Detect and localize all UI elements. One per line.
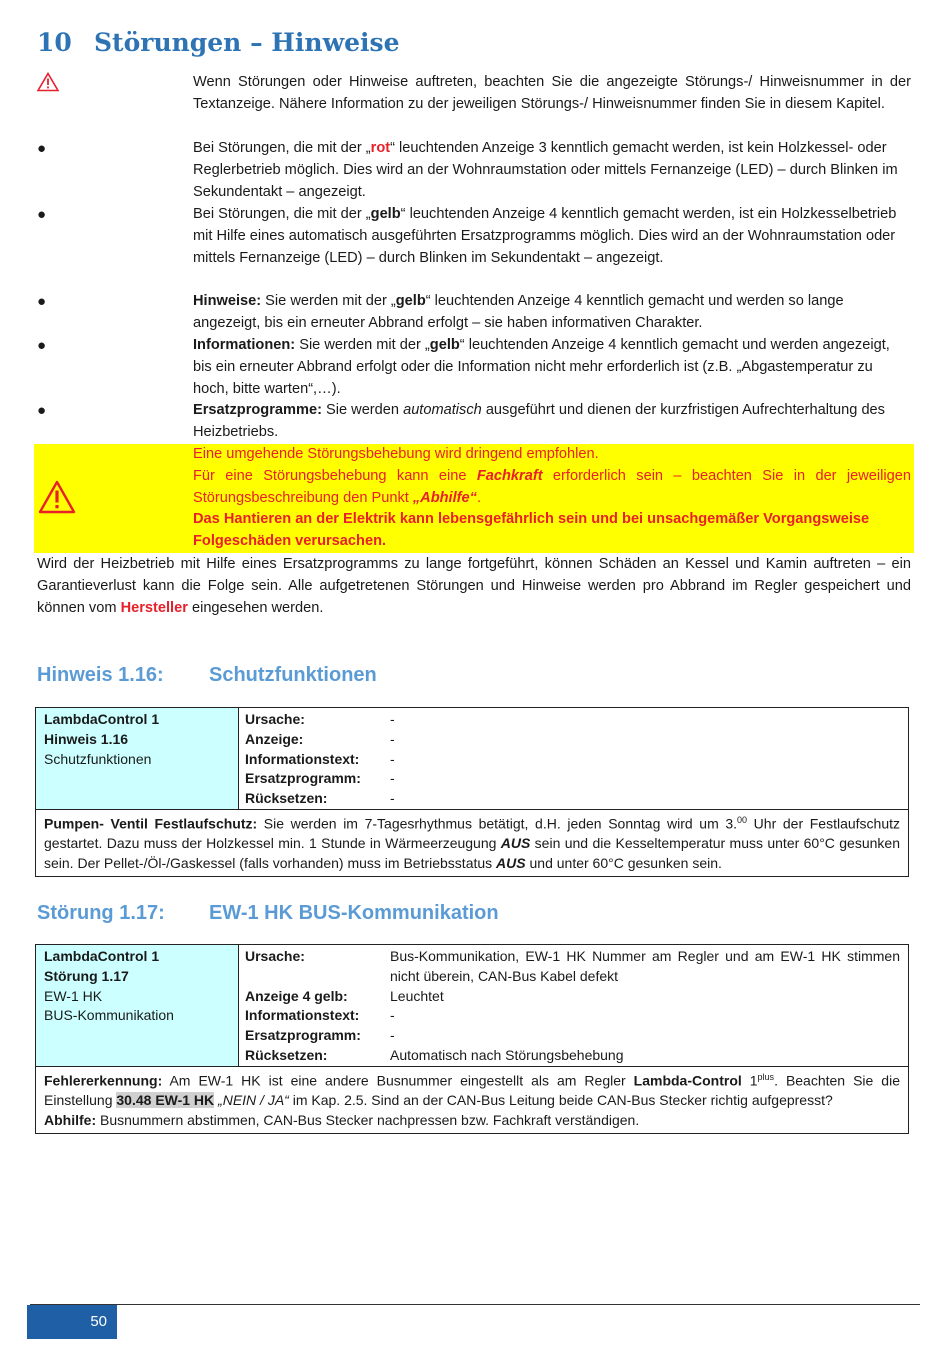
table-row: Ersatzprogramm: - bbox=[245, 1027, 395, 1044]
intro-text: Wenn Störungen oder Hinweise auftreten, beachten Sie die angezeigte Störungs-/ Hinweisnummer in der Textanzeige. Nähere Information zu der jeweiligen Störungs-/ Hinweisnummer finden Sie in diesem Kapitel. bbox=[193, 74, 911, 112]
chapter-heading bbox=[37, 26, 399, 60]
bullet-dot: ● bbox=[37, 337, 47, 354]
info-table-stoerung bbox=[35, 944, 909, 1134]
warning-triangle-icon bbox=[37, 72, 67, 100]
table-row: Rücksetzen: - bbox=[245, 790, 395, 807]
page-number: 50 bbox=[27, 1305, 117, 1339]
footer-divider bbox=[30, 1304, 920, 1305]
section-heading-stoerung: Störung 1.17: EW-1 HK BUS-Kommunikation bbox=[37, 902, 499, 924]
document-page: 10 Störungen – Hinweise Wenn Störungen oder Hinweise auftreten, beachten Sie die angezeigte Störungs-/ Hinweisnummer in der Textanzeige. Nähere Information zu der jeweiligen Störungs-/ Hinweisnummer finden Sie in diesem Kapitel. ● Bei Störungen, die mit der „rot“ leuchtenden Anzeige 3 kenntlich gemacht werden, ist kein Holzkessel- oder Reglerbetrieb möglich. Dies wird an der Wohnraumstation oder mittels Fernanzeige (LED) – durch Blinken im Sekundentakt – angezeigt. ● Bei Störungen, die mit der „gelb“ leuchtenden Anzeige 4 kenntlich gemacht werden, ist ein Holzkesselbetrieb mit Hilfe eines automatisch ausgeführten Ersatzprogramms möglich. Dies wird an der Wohnraumstation oder mittels Fernanzeige (LED) – durch Blinken im Sekundentakt – angezeigt. ● Hinweise: Sie werden mit der „gelb“ leuchtenden Anzeige 4 kenntlich gemacht und werden so lange angezeigt, bis ein erneuter Abbrand erfolgt – sie haben informativen Charakter. ● Informationen: Sie werden mit der „gelb“ leuchtenden Anzeige 4 kenntlich gemacht und werden angezeigt, bis ein erneuter Abbrand erfolgt oder die Information nicht mehr erforderlich ist (z.B. „Abgastemperatur zu hoch, bitte warten“,…). ● Ersatzprogramme: Sie werden automatisch ausgeführt und dienen der kurzfristigen Aufrechterhaltung des Heizbetriebs. Eine umgehende Störungsbehebung wird dringend empfohlen. Für eine Störungsbehebung kann eine Fachkraft erforderlich sein – beachten Sie in der jeweiligen Störungsbeschreibung den Punkt „Abhilfe“. Das Hantieren an der Elektrik kann lebensgefährlich sein und bei unsachgemäßer Vorgangsweise Folgeschäden verursachen. Wird der Heizbetrieb mit Hilfe eines Ersatzprogramms zu lange fortgeführt, können Schäden an Kessel und Kamin auftreten – ein Garantieverlust kann die Folge sein. Alle aufgetretenen Störungen und Hinweise werden pro Abbrand im Regler gespeichert und können vom Hersteller eingesehen werden. Hinweis 1.16: Schutzfunktionen LambdaControl 1 Hinweis 1.16 Schutzfunktionen Ursache: - Anzeige: - Informationstext: - Ersatzprogramm: - Rücksetzen: - Pumpen- Ventil Festlaufschutz: Sie werden im 7-Tagesrhythmus betätigt, d.H. jeden Sonntag wird um 3.00 Uhr der Festlaufschutz gestartet. Dazu muss der Holzkessel min. 1 Stunde in Wärmeerzeugung AUS sein und die Kesseltemperatur muss unter 60°C gesunken sein. Der Pellet-/Öl-/Gaskessel (falls vorhanden) muss im Betriebsstatus AUS und unter 60°C gesunken sein. Störung 1.17: EW-1 HK BUS-Kommunikation LambdaControl 1 Störung 1.17 EW-1 HK BUS-Kommunikation Ursache: Bus-Kommunikation, EW-1 HK Nummer am Regler und am EW-1 HK stimmen nicht überein, CAN-Bus Kabel defekt Anzeige 4 gelb: Leuchtet Informationstext: - Ersatzprogramm: - Rücksetzen: Automatisch nach Störungsbehebung Fehlererkennung: Am EW-1 HK ist eine andere Busnummer eingestellt als am Regler Lambda-Control $1^{plus}$. Beachten Sie die Einstellung 30.48 EW-1 HK „NEIN / JA“ im Kap. 2.5. Sind an der CAN-Bus Leitung beide CAN-Bus Stecker richtig aufgepresst? Abhilfe: Busnummern abstimmen, CAN-Bus Stecker nachpressen bzw. Fachkraft verständigen. 50 bbox=[0, 0, 950, 1353]
table-properties bbox=[239, 708, 908, 809]
chapter-number: 10 bbox=[37, 28, 72, 57]
warning-triangle-icon bbox=[38, 480, 76, 518]
info-table-hinweis bbox=[35, 707, 909, 877]
table-description: Pumpen- Ventil Festlaufschutz: Sie werden im 7-Tagesrhythmus betätigt, d.H. jeden Sonntag wird um 3.00 Uhr der Festlaufschutz gestartet. Dazu muss der Holzkessel min. 1 Stunde in Wärmeerzeugung AUS sein und die Kesseltemperatur muss unter 60°C gesunken sein. Der Pellet-/Öl-/Gaskessel (falls vorhanden) muss im Betriebsstatus AUS und unter 60°C gesunken sein. bbox=[44, 814, 900, 872]
bullet-dot: ● bbox=[37, 293, 47, 310]
table-row: Ersatzprogramm: - bbox=[245, 770, 395, 787]
table-description: Fehlererkennung: Am EW-1 HK ist eine andere Busnummer eingestellt als am Regler Lambda-Control $1^{plus}$. Beachten Sie die Einstellung 30.48 EW-1 HK „NEIN / JA“ im Kap. 2.5. Sind an der CAN-Bus Leitung beide CAN-Bus Stecker richtig aufgepresst? Abhilfe: Busnummern abstimmen, CAN-Bus Stecker nachpressen bzw. Fachkraft verständigen. bbox=[44, 1071, 900, 1129]
bullet-dot: ● bbox=[37, 206, 47, 223]
highlight-gelb: gelb bbox=[370, 206, 401, 222]
table-row: Anzeige 4 gelb: Leuchtet bbox=[245, 987, 444, 1004]
highlight-hersteller: Hersteller bbox=[120, 599, 188, 616]
table-id-cell: LambdaControl 1 Störung 1.17 EW-1 HK BUS-Kommunikation bbox=[36, 945, 239, 1066]
table-properties bbox=[239, 945, 908, 1066]
setting-reference: 30.48 EW-1 HK bbox=[116, 1092, 215, 1109]
section-heading-hinweis: Hinweis 1.16: Schutzfunktionen bbox=[37, 664, 377, 686]
table-row: Anzeige: - bbox=[245, 730, 395, 747]
table-row: Informationstext: - bbox=[245, 1007, 395, 1024]
chapter-title: Störungen – Hinweise bbox=[94, 28, 400, 57]
bullet-dot: ● bbox=[37, 140, 47, 157]
table-row: Ursache: - bbox=[245, 711, 395, 727]
table-id-cell: LambdaControl 1 Hinweis 1.16 Schutzfunktionen bbox=[36, 708, 239, 809]
table-row: Informationstext: - bbox=[245, 750, 395, 767]
table-row: Rücksetzen: Automatisch nach Störungsbehebung bbox=[245, 1046, 624, 1063]
warning-text: Eine umgehende Störungsbehebung wird dringend empfohlen. Für eine Störungsbehebung kann eine Fachkraft erforderlich sein – beachten Sie in der jeweiligen Störungsbeschreibung den Punkt „Abhilfe“. Das Hantieren an der Elektrik kann lebensgefährlich sein und bei unsachgemäßer Vorgangsweise Folgeschäden verursachen. bbox=[193, 446, 911, 550]
highlight-rot: rot bbox=[370, 140, 391, 156]
table-row: Ursache: Bus-Kommunikation, EW-1 HK Nummer am Regler und am EW-1 HK stimmen nicht überein, CAN-Bus Kabel defekt bbox=[245, 948, 900, 984]
summary-paragraph: Wird der Heizbetrieb mit Hilfe eines Ersatzprogramms zu lange fortgeführt, können Schäden an Kessel und Kamin auftreten – ein Garantieverlust kann die Folge sein. Alle aufgetretenen Störungen und Hinweise werden pro Abbrand im Regler gespeichert und können vom Hersteller eingesehen werden. bbox=[37, 556, 911, 616]
bullet-dot: ● bbox=[37, 402, 47, 419]
warning-box bbox=[34, 444, 914, 553]
